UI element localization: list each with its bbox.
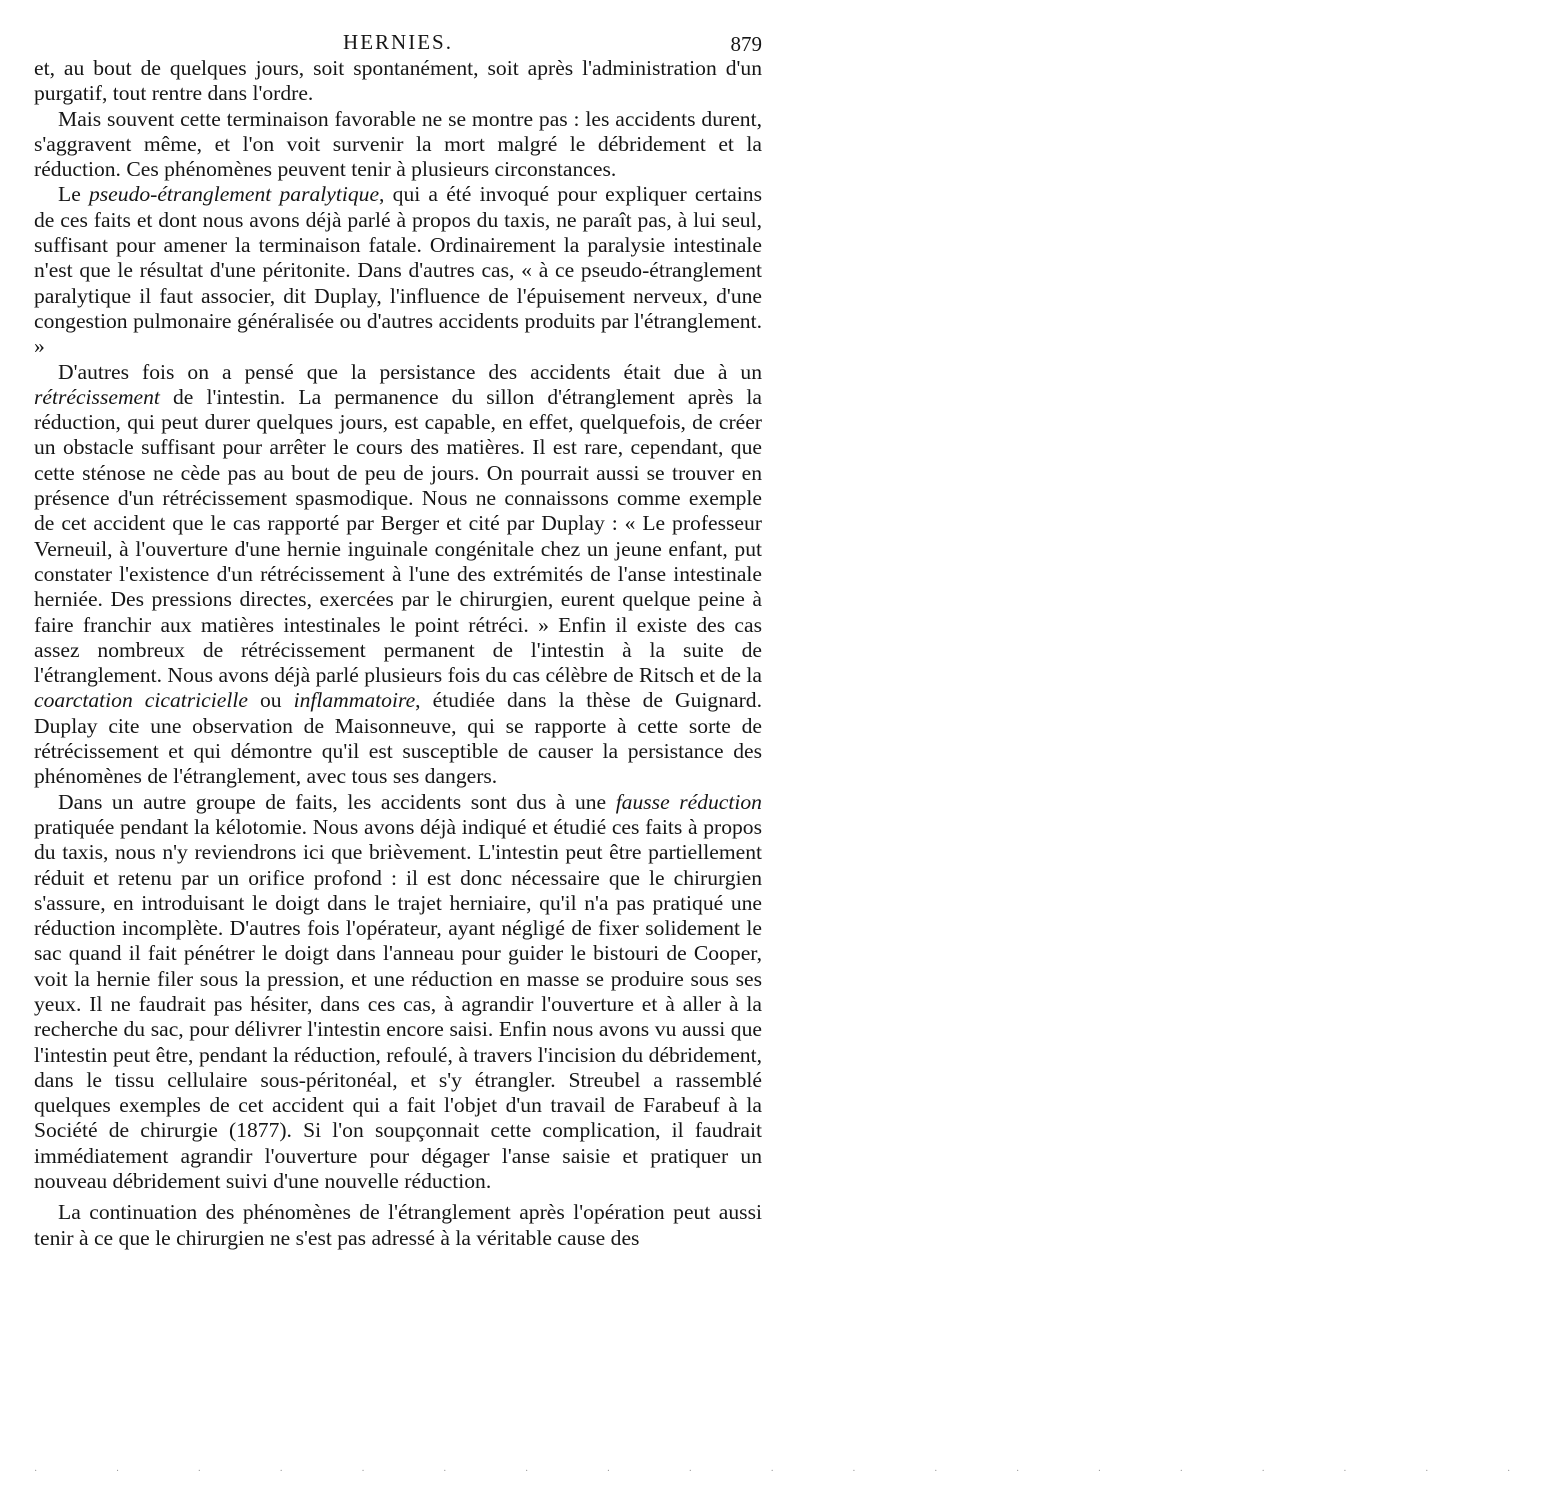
text-segment: Mais souvent cette terminaison favorable ne se montre pas : les accidents durent, s'aggravent même, et l'on voit survenir la mort malgré le débridement et la réduction. Ces phénomènes peuvent tenir à plusieurs circonstances. xyxy=(34,106,762,182)
page-header xyxy=(34,30,762,60)
paragraph xyxy=(34,360,762,790)
page-number: 879 xyxy=(730,32,762,56)
paragraph xyxy=(34,107,762,183)
text-segment: D'autres fois on a pensé que la persistance des accidents était due à un xyxy=(58,359,762,384)
italic-text-segment: rétrécissement xyxy=(34,384,160,409)
text-segment: La continuation des phénomènes de l'étranglement après l'opération peut aussi tenir à ce que le chirurgien ne s'est pas adressé à la véritable cause des xyxy=(34,1200,762,1250)
text-segment: ou xyxy=(247,688,294,713)
text-segment: Dans un autre groupe de faits, les accidents sont dus à une xyxy=(58,789,616,814)
paragraph xyxy=(34,790,762,1195)
bottom-print-specks: · · · · · · · · · · · · · · · · · · · xyxy=(34,1466,1548,1477)
text-segment: et, au bout de quelques jours, soit spontanément, soit après l'administration d'un purgatif, tout rentre dans l'ordre. xyxy=(34,56,762,106)
italic-text-segment: inflammatoire xyxy=(293,688,416,713)
paragraph xyxy=(34,1200,762,1251)
text-segment: , étudiée dans la thèse de Guignard. Duplay cite une observation de Maisonneuve, qui se rapporte à cette sorte de rétrécissement et qui démontre qu'il est susceptible de causer la persistance des phénomènes de l'étranglement, avec tous ses dangers. xyxy=(34,688,762,789)
paragraph xyxy=(34,182,762,359)
text-segment: , qui a été invoqué pour expliquer certains de ces faits et dont nous avons déjà parlé à propos du taxis, ne paraît pas, à lui seul, suffisant pour amener la terminaison fatale. Ordinairement la paralysie intestinale n'est que le résultat d'une péritonite. Dans d'autres cas, « à ce pseudo-étranglement paralytique il faut associer, dit Duplay, l'influence de l'épuisement nerveux, d'une congestion pulmonaire généralisée ou d'autres accidents produits par l'étranglement. » xyxy=(34,182,762,359)
document-page xyxy=(34,30,762,1251)
text-segment: Le xyxy=(58,182,89,207)
italic-text-segment: pseudo-étranglement paralytique xyxy=(88,182,380,207)
paragraph xyxy=(34,56,762,107)
body-text xyxy=(34,56,762,1251)
italic-text-segment: fausse réduction xyxy=(615,789,762,814)
italic-text-segment: coarctation cicatricielle xyxy=(34,688,248,713)
running-title: HERNIES. xyxy=(343,30,453,54)
text-segment: de l'intestin. La permanence du sillon d'étranglement après la réduction, qui peut durer quelques jours, est capable, en effet, quelquefois, de créer un obstacle suffisant pour arrêter le cours des matières. Il est rare, cependant, que cette sténose ne cède pas au bout de peu de jours. On pourrait aussi se trouver en présence d'un rétrécissement spasmodique. Nous ne connaissons comme exemple de cet accident que le cas rapporté par Berger et cité par Duplay : « Le professeur Verneuil, à l'ouverture d'une hernie inguinale congénitale chez un jeune enfant, put constater l'existence d'un rétrécissement à l'une des extrémités de l'anse intestinale herniée. Des pressions directes, exercées par le chirurgien, eurent quelque peine à faire franchir aux matières intestinales le point rétréci. » Enfin il existe des cas assez nombreux de rétrécissement permanent de l'intestin à la suite de l'étranglement. Nous avons déjà parlé plusieurs fois du cas célèbre de Ritsch et de la xyxy=(34,384,762,688)
text-segment: pratiquée pendant la kélotomie. Nous avons déjà indiqué et étudié ces faits à propos du taxis, nous n'y reviendrons ici que brièvement. L'intestin peut être partiellement réduit et retenu par un orifice profond : il est donc nécessaire que le chirurgien s'assure, en introduisant le doigt dans le trajet herniaire, qu'il n'a pas pratiqué une réduction incomplète. D'autres fois l'opérateur, ayant négligé de fixer solidement le sac quand il fait pénétrer le doigt dans l'anneau pour guider le bistouri de Cooper, voit la hernie filer sous la pression, et une réduction en masse se produire sous ses yeux. Il ne faudrait pas hésiter, dans ces cas, à agrandir l'ouverture et à aller à la recherche du sac, pour délivrer l'intestin encore saisi. Enfin nous avons vu aussi que l'intestin peut être, pendant la réduction, refoulé, à travers l'incision du débridement, dans le tissu cellulaire sous-péritonéal, et s'y étrangler. Streubel a rassemblé quelques exemples de cet accident qui a fait l'objet d'un travail de Farabeuf à la Société de chirurgie (1877). Si l'on soupçonnait cette complication, il faudrait immédiatement agrandir l'ouverture pour dégager l'anse saisie et pratiquer un nouveau débridement suivi d'une nouvelle réduction. xyxy=(34,814,762,1194)
